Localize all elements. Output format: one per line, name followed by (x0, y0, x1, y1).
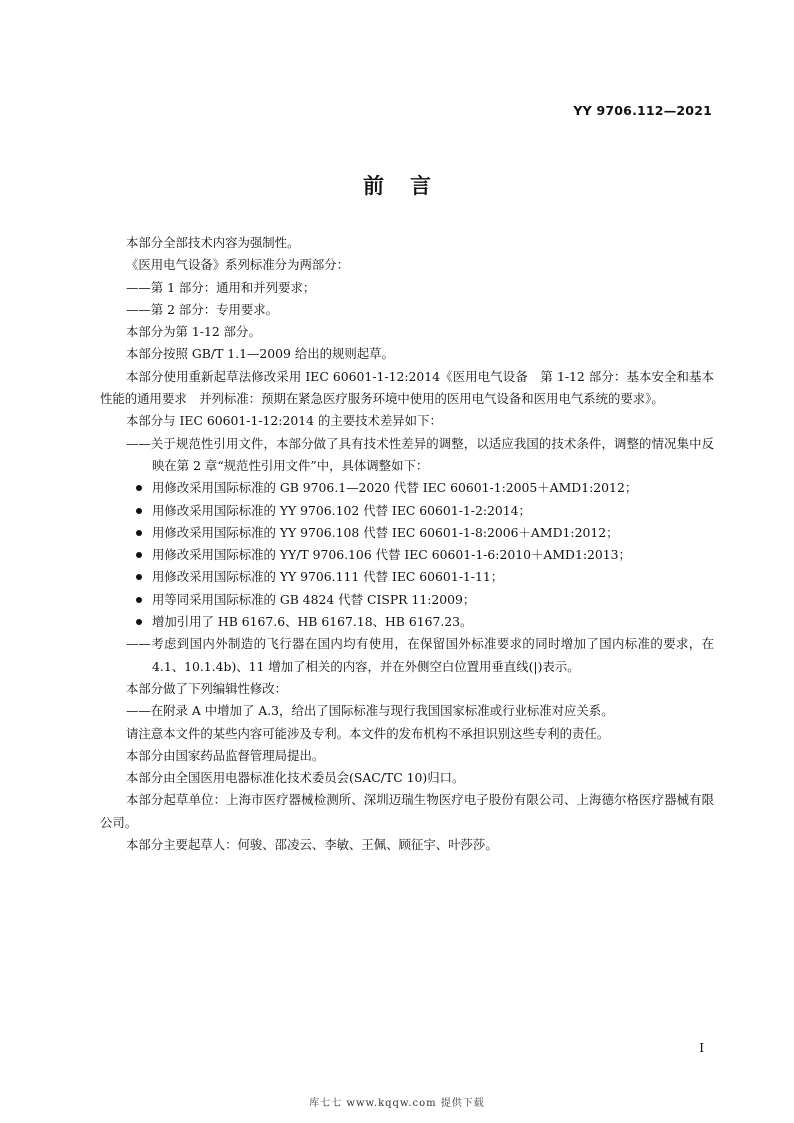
bullet-icon (136, 619, 142, 625)
paragraph: 本部分主要起草人：何骏、邵凌云、李敏、王佩、顾征宇、叶莎莎。 (126, 837, 498, 853)
bullet-text: 用修改采用国际标准的 GB 9706.1—2020 代替 IEC 60601-1:2005＋AMD1:2012； (152, 480, 638, 496)
dash-item: ——第 2 部分：专用要求。 (126, 301, 279, 317)
paragraph: 本部分起草单位：上海市医疗器械检测所、深圳迈瑞生物医疗电子股份有限公司、上海德尔格医疗器械有限公司。 (100, 792, 714, 830)
bullet-item (100, 522, 714, 544)
bullet-item (100, 544, 714, 566)
paragraph: 本部分使用重新起草法修改采用 IEC 60601-1-12:2014《医用电气设备 第 1-12 部分：基本安全和基本性能的通用要求 并列标准：预期在紧急医疗服务环境中使用的医用电气设备和医用电气系统的要求》。 (100, 368, 714, 407)
bullet-text: 增加引用了 HB 6167.6、HB 6167.18、HB 6167.23。 (152, 614, 473, 630)
paragraph: 《医用电气设备》系列标准分为两部分： (126, 257, 350, 273)
bullet-text: 用等同采用国际标准的 GB 4824 代替 CISPR 11:2009； (152, 591, 476, 607)
dash-item: ——在附录 A 中增加了 A.3，给出了国际标准与现行我国国家标准或行业标准对应关系。 (126, 703, 614, 719)
foreword-body (100, 232, 714, 856)
paragraph: 本部分与 IEC 60601-1-12:2014 的主要技术差异如下： (126, 413, 442, 429)
paragraph: 请注意本文件的某些内容可能涉及专利。本文件的发布机构不承担识别这些专利的责任。 (126, 725, 610, 741)
bullet-icon (136, 552, 142, 558)
bullet-text: 用修改采用国际标准的 YY 9706.108 代替 IEC 60601-1-8:2006＋AMD1:2012； (152, 524, 619, 540)
dash-item: ——第 1 部分：通用和并列要求； (126, 279, 316, 295)
paragraph: 本部分按照 GB/T 1.1—2009 给出的规则起草。 (126, 346, 394, 362)
page-title: 前言 (363, 174, 457, 198)
paragraph: 本部分由全国医用电器标准化技术委员会(SAC/TC 10)归口。 (126, 770, 465, 786)
page-number: I (699, 1041, 704, 1055)
bullet-item (100, 477, 714, 499)
paragraph: 本部分为第 1-12 部分。 (126, 324, 261, 340)
bullet-icon (136, 508, 142, 514)
bullet-text: 用修改采用国际标准的 YY/T 9706.106 代替 IEC 60601-1-6:2010＋AMD1:2013； (152, 547, 631, 563)
dash-item: ——考虑到国内外制造的飞行器在国内均有使用，在保留国外标准要求的同时增加了国内标准的要求，在 4.1、10.1.4b)、11 增加了相关的内容，并在外侧空白位置用垂直线(|)表示。 (126, 636, 714, 674)
bullet-icon (136, 597, 142, 603)
bullet-icon (136, 485, 142, 491)
bullet-text: 用修改采用国际标准的 YY 9706.102 代替 IEC 60601-1-2:2014； (152, 502, 531, 518)
bullet-icon (136, 574, 142, 580)
bullet-item (100, 611, 714, 633)
bullet-item (100, 500, 714, 522)
paragraph: 本部分全部技术内容为强制性。 (126, 235, 300, 250)
bullet-item (100, 566, 714, 588)
download-footer: 库七七 www.kqqw.com 提供下载 (309, 1098, 485, 1109)
bullet-icon (136, 530, 142, 536)
bullet-text: 用修改采用国际标准的 YY 9706.111 代替 IEC 60601-1-11； (152, 569, 504, 585)
bullet-item (100, 589, 714, 611)
standard-code: YY 9706.112—2021 (573, 103, 712, 118)
dash-item: ——关于规范性引用文件，本部分做了具有技术性差异的调整，以适应我国的技术条件，调整的情况集中反映在第 2 章“规范性引用文件”中，具体调整如下： (126, 435, 714, 473)
paragraph: 本部分由国家药品监督管理局提出。 (126, 747, 325, 763)
paragraph: 本部分做了下列编辑性修改： (126, 680, 288, 696)
